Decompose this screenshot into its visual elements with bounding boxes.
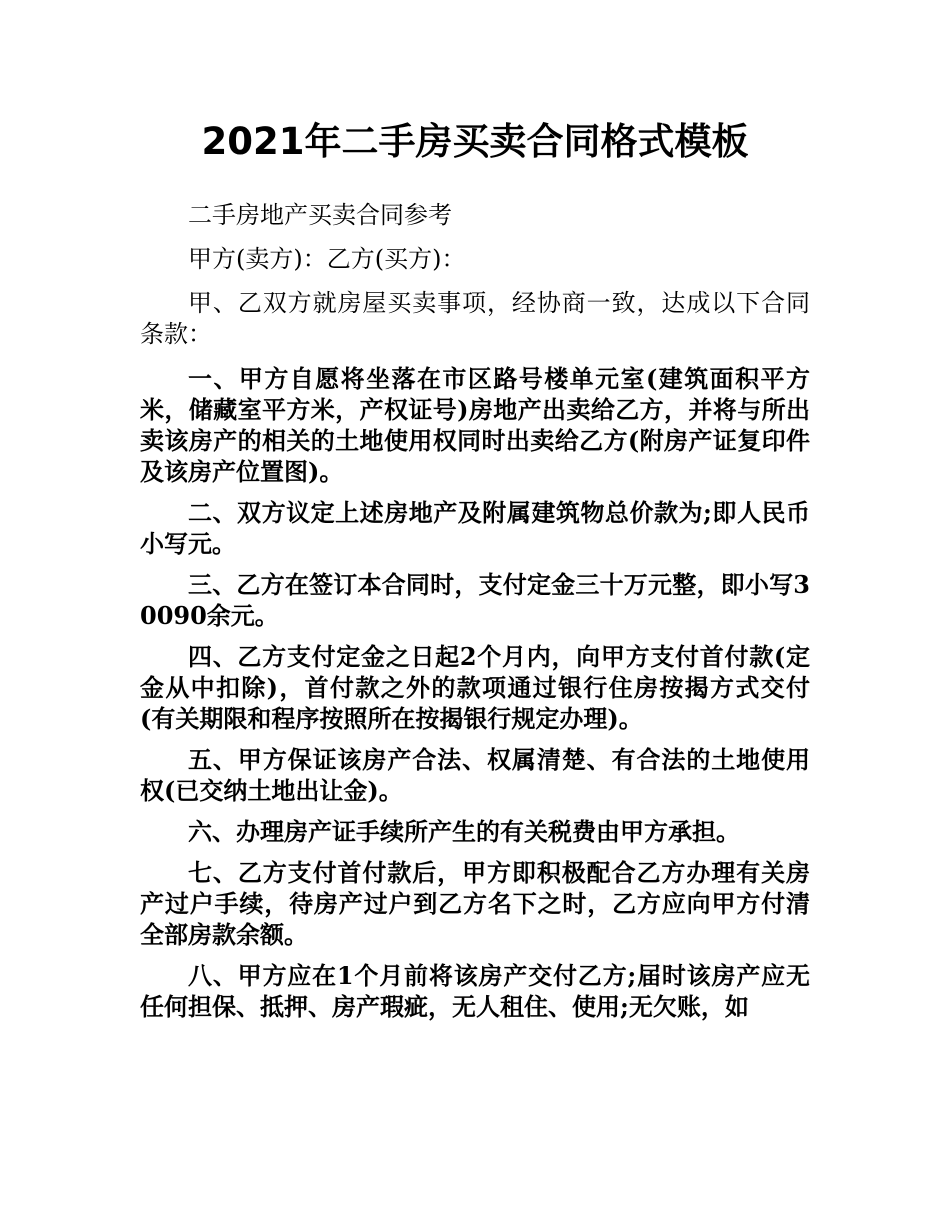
paragraph-heading: 二手房地产买卖合同参考: [188, 201, 452, 229]
paragraph-parties: 甲方(卖方)：乙方(买方)：: [188, 245, 466, 273]
clause-1: 一、甲方自愿将坐落在市区路号楼单元室(建筑面积平方米，储藏室平方米，产权证号)房地产出卖给乙方，并将与所出卖该房产的相关的土地使用权同时出卖给乙方(附房产证复印件及该房产位置图)。: [140, 364, 810, 486]
clause-7: 七、乙方支付首付款后，甲方即积极配合乙方办理有关房产过户手续，待房产过户到乙方名下之时，乙方应向甲方付清全部房款余额。: [140, 858, 810, 949]
clause-2: 二、双方议定上述房地产及附属建筑物总价款为;即人民币小写元。: [140, 498, 810, 558]
paragraph-intro: 甲、乙双方就房屋买卖事项，经协商一致，达成以下合同条款：: [140, 289, 810, 348]
clause-4: 四、乙方支付定金之日起2个月内，向甲方支付首付款(定金从中扣除)，首付款之外的款项通过银行住房按揭方式交付(有关期限和程序按照所在按揭银行规定办理)。: [140, 642, 810, 733]
clause-3: 三、乙方在签订本合同时，支付定金三十万元整，即小写30090余元。: [140, 570, 810, 630]
clause-5: 五、甲方保证该房产合法、权属清楚、有合法的土地使用权(已交纳土地出让金)。: [140, 745, 810, 805]
document-title: 2021年二手房买卖合同格式模板: [201, 120, 749, 163]
clause-6: 六、办理房产证手续所产生的有关税费由甲方承担。: [188, 817, 740, 846]
document-body: [140, 200, 810, 1032]
clause-8: 八、甲方应在1个月前将该房产交付乙方;届时该房产应无任何担保、抵押、房产瑕疵，无人租住、使用;无欠账，如: [140, 961, 810, 1021]
